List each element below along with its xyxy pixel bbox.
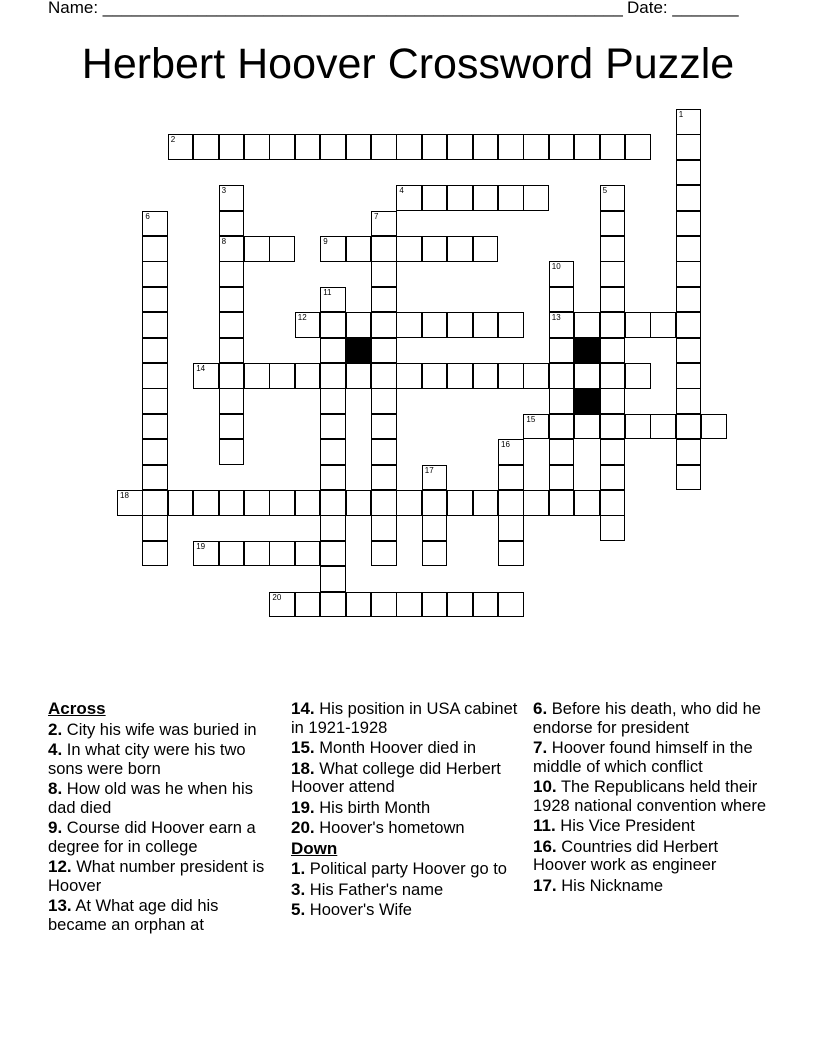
page-title: Herbert Hoover Crossword Puzzle (81, 40, 735, 88)
grid-cell[interactable] (549, 439, 575, 465)
grid-cell[interactable] (244, 363, 270, 389)
date-field-label: Date: _______ (627, 0, 739, 17)
grid-cell[interactable] (320, 363, 346, 389)
grid-cell[interactable] (295, 592, 321, 618)
grid-cell[interactable] (422, 185, 448, 211)
grid-cell[interactable] (371, 338, 397, 364)
grid-cell[interactable] (600, 211, 626, 237)
grid-cell[interactable] (142, 236, 168, 262)
grid-cell[interactable] (346, 592, 372, 618)
grid-cell[interactable] (676, 109, 702, 135)
grid-cell[interactable] (574, 490, 600, 516)
grid-cell[interactable] (600, 388, 626, 414)
grid-cell[interactable] (600, 287, 626, 313)
grid-cell[interactable] (320, 465, 346, 491)
grid-cell[interactable] (371, 211, 397, 237)
clue-number: 3 (221, 186, 227, 196)
grid-cell[interactable] (600, 261, 626, 287)
grid-cell[interactable] (295, 490, 321, 516)
grid-cell[interactable] (676, 338, 702, 364)
clue-across-4: 4. In what city were his two sons were born (48, 740, 246, 778)
grid-cell[interactable] (422, 134, 448, 160)
grid-cell[interactable] (473, 490, 499, 516)
clue-down-17: 17. His Nickname (533, 875, 664, 895)
grid-cell[interactable] (142, 490, 168, 516)
grid-cell[interactable] (219, 312, 245, 338)
grid-cell[interactable] (498, 363, 524, 389)
clue-number: 20 (272, 592, 282, 602)
grid-cell[interactable] (447, 490, 473, 516)
grid-cell[interactable] (396, 312, 422, 338)
clue-number: 6 (145, 211, 150, 221)
grid-cell[interactable] (650, 312, 676, 338)
grid-cell[interactable] (549, 134, 575, 160)
grid-cell[interactable] (219, 541, 245, 567)
grid-cell[interactable] (676, 185, 702, 211)
grid-cell[interactable] (295, 134, 321, 160)
grid-cell[interactable] (498, 185, 524, 211)
grid-cell[interactable] (244, 541, 270, 567)
grid-cell[interactable] (498, 134, 524, 160)
clue-number: 11 (323, 287, 332, 297)
grid-cell[interactable] (625, 414, 651, 440)
grid-cell[interactable] (676, 312, 702, 338)
clue-number: 15 (526, 414, 536, 424)
grid-cell[interactable] (600, 414, 626, 440)
clue-across-19: 19. His birth Month (291, 797, 431, 817)
grid-cell[interactable] (676, 414, 702, 440)
grid-cell[interactable] (396, 592, 422, 618)
clue-number: 18 (120, 491, 129, 500)
grid-cell[interactable] (523, 363, 549, 389)
grid-cell[interactable] (473, 236, 499, 262)
clue-number: 19 (196, 541, 206, 551)
clue-across-18: 18. What college did Herbert Hoover attend (291, 758, 501, 796)
grid-cell[interactable] (320, 388, 346, 414)
grid-cell[interactable] (473, 185, 499, 211)
grid-cell[interactable] (396, 236, 422, 262)
clue-number: 5 (602, 186, 608, 196)
grid-cell[interactable] (346, 312, 372, 338)
grid-cell[interactable] (600, 312, 626, 338)
grid-cell[interactable] (422, 465, 448, 491)
grid-cell[interactable] (295, 363, 321, 389)
grid-cell[interactable] (219, 211, 245, 237)
grid-cell[interactable] (422, 236, 448, 262)
clue-number: 8 (221, 237, 227, 246)
grid-cell[interactable] (320, 134, 346, 160)
grid-cell[interactable] (422, 515, 448, 541)
grid-cell[interactable] (371, 541, 397, 567)
grid-cell[interactable] (498, 490, 524, 516)
grid-cell[interactable] (676, 388, 702, 414)
grid-cell[interactable] (295, 541, 321, 567)
grid-cell[interactable] (676, 160, 702, 186)
grid-cell[interactable] (320, 566, 346, 592)
grid-cell[interactable] (676, 363, 702, 389)
grid-cell[interactable] (549, 261, 575, 287)
grid-cell[interactable] (549, 465, 575, 491)
clue-across-12: 12. What number president is Hoover (48, 857, 265, 895)
grid-cell[interactable] (600, 490, 626, 516)
grid-cell[interactable] (244, 490, 270, 516)
grid-cell[interactable] (269, 134, 295, 160)
grid-cell[interactable] (473, 592, 499, 618)
grid-cell[interactable] (371, 134, 397, 160)
grid-cell[interactable] (473, 363, 499, 389)
clue-down-5: 5. Hoover's Wife (291, 900, 412, 919)
grid-cell[interactable] (371, 490, 397, 516)
grid-cell[interactable] (142, 541, 168, 567)
grid-cell[interactable] (396, 490, 422, 516)
grid-cell[interactable] (498, 592, 524, 618)
grid-cell[interactable] (498, 515, 524, 541)
grid-cell[interactable] (574, 134, 600, 160)
grid-cell[interactable] (574, 312, 600, 338)
down-heading: Down (291, 838, 338, 858)
clue-number: 1 (678, 110, 684, 119)
grid-cell[interactable] (676, 236, 702, 262)
grid-cell[interactable] (600, 338, 626, 364)
grid-cell[interactable] (498, 439, 524, 465)
grid-cell[interactable] (549, 338, 575, 364)
grid-cell[interactable] (346, 236, 372, 262)
grid-cell[interactable] (447, 363, 473, 389)
grid-cell[interactable] (295, 312, 321, 338)
grid-cell[interactable] (142, 363, 168, 389)
clue-across-9: 9. Course did Hoover earn a degree for in college (48, 818, 256, 856)
grid-cell[interactable] (320, 541, 346, 567)
clue-number: 14 (196, 364, 206, 373)
grid-cell[interactable] (574, 363, 600, 389)
grid-cell[interactable] (320, 515, 346, 541)
grid-cell[interactable] (549, 490, 575, 516)
grid-cell[interactable] (600, 465, 626, 491)
grid-cell[interactable] (625, 312, 651, 338)
grid-cell[interactable] (600, 439, 626, 465)
grid-cell[interactable] (600, 185, 626, 211)
grid-cell[interactable] (625, 134, 651, 160)
grid-cell[interactable] (142, 439, 168, 465)
grid-cell[interactable] (269, 236, 295, 262)
clue-down-6: 6. Before his death, who did he endorse for president (533, 699, 761, 737)
clue-number: 4 (399, 186, 404, 196)
grid-cell[interactable] (701, 414, 727, 440)
grid-cell[interactable] (676, 134, 702, 160)
grid-cell[interactable] (600, 363, 626, 389)
clue-down-3: 3. His Father's name (291, 879, 444, 899)
grid-cell[interactable] (168, 134, 194, 160)
grid-cell[interactable] (523, 134, 549, 160)
grid-cell[interactable] (371, 515, 397, 541)
clue-number: 2 (170, 135, 176, 145)
clue-column-1 (48, 700, 280, 936)
grid-cell[interactable] (600, 515, 626, 541)
grid-cell[interactable] (219, 439, 245, 465)
grid-cell[interactable] (371, 261, 397, 287)
grid-cell[interactable] (193, 134, 219, 160)
grid-cell[interactable] (320, 592, 346, 618)
grid-cell[interactable] (219, 236, 245, 262)
clue-across-2: 2. City his wife was buried in (48, 719, 257, 739)
grid-cell[interactable] (219, 490, 245, 516)
grid-cell[interactable] (142, 287, 168, 313)
grid-cell[interactable] (422, 592, 448, 618)
clue-number: 13 (551, 313, 561, 323)
grid-cell[interactable] (676, 287, 702, 313)
grid-cell[interactable] (193, 541, 219, 567)
grid-cell[interactable] (371, 388, 397, 414)
grid-cell[interactable] (142, 211, 168, 237)
grid-cell[interactable] (600, 134, 626, 160)
clue-across-20: 20. Hoover's hometown (291, 818, 465, 837)
grid-cell[interactable] (676, 439, 702, 465)
grid-cell[interactable] (549, 388, 575, 414)
grid-cell[interactable] (549, 414, 575, 440)
grid-cell[interactable] (219, 287, 245, 313)
grid-cell[interactable] (422, 490, 448, 516)
grid-cell[interactable] (219, 185, 245, 211)
grid-cell[interactable] (600, 236, 626, 262)
grid-cell[interactable] (346, 490, 372, 516)
grid-cell[interactable] (498, 541, 524, 567)
grid-cell[interactable] (371, 414, 397, 440)
grid-cell[interactable] (422, 312, 448, 338)
grid-cell[interactable] (371, 363, 397, 389)
grid-cell[interactable] (219, 261, 245, 287)
grid-cell[interactable] (625, 363, 651, 389)
grid-cell[interactable] (396, 134, 422, 160)
grid-cell[interactable] (574, 414, 600, 440)
grid-cell[interactable] (219, 363, 245, 389)
grid-cell[interactable] (117, 490, 143, 516)
grid-cell[interactable] (473, 312, 499, 338)
clue-number: 9 (323, 237, 328, 246)
grid-cell[interactable] (193, 490, 219, 516)
grid-cell[interactable] (447, 134, 473, 160)
clue-column-2 (291, 700, 523, 922)
grid-cell[interactable] (447, 592, 473, 618)
name-field-label: Name: _______________________________________________________ (48, 0, 623, 17)
grid-cell[interactable] (346, 363, 372, 389)
grid-cell[interactable] (371, 592, 397, 618)
clue-down-7: 7. Hoover found himself in the middle of which conflict (533, 738, 753, 776)
clue-column-3 (533, 700, 773, 897)
grid-cell[interactable] (676, 465, 702, 491)
black-cell (574, 388, 600, 414)
grid-cell[interactable] (142, 515, 168, 541)
grid-cell[interactable] (549, 312, 575, 338)
grid-cell[interactable] (219, 134, 245, 160)
grid-cell[interactable] (371, 465, 397, 491)
grid-cell[interactable] (320, 439, 346, 465)
clue-number: 16 (501, 440, 510, 450)
across-heading: Across (48, 699, 106, 718)
grid-cell[interactable] (320, 414, 346, 440)
grid-cell[interactable] (371, 312, 397, 338)
grid-cell[interactable] (371, 287, 397, 313)
grid-cell[interactable] (320, 287, 346, 313)
grid-cell[interactable] (269, 592, 295, 618)
grid-cell[interactable] (422, 541, 448, 567)
grid-cell[interactable] (219, 414, 245, 440)
grid-cell[interactable] (676, 211, 702, 237)
grid-cell[interactable] (219, 338, 245, 364)
grid-cell[interactable] (650, 414, 676, 440)
grid-cell[interactable] (523, 414, 549, 440)
grid-cell[interactable] (371, 236, 397, 262)
clue-number: 12 (297, 313, 307, 323)
grid-cell[interactable] (142, 465, 168, 491)
grid-cell[interactable] (142, 414, 168, 440)
grid-cell[interactable] (473, 134, 499, 160)
grid-cell[interactable] (396, 185, 422, 211)
grid-cell[interactable] (142, 338, 168, 364)
grid-cell[interactable] (676, 261, 702, 287)
grid-cell[interactable] (142, 388, 168, 414)
clue-across-15: 15. Month Hoover died in (291, 738, 477, 757)
grid-cell[interactable] (269, 541, 295, 567)
grid-cell[interactable] (549, 287, 575, 313)
grid-cell[interactable] (346, 134, 372, 160)
clue-down-11: 11. His Vice President (533, 816, 695, 835)
grid-cell[interactable] (396, 363, 422, 389)
clue-across-13: 13. At What age did his became an orphan at (48, 896, 219, 934)
grid-cell[interactable] (219, 388, 245, 414)
grid-cell[interactable] (371, 439, 397, 465)
black-cell (574, 338, 600, 364)
clue-down-1: 1. Political party Hoover go to (291, 859, 507, 878)
clue-down-16: 16. Countries did Herbert Hoover work as engineer (533, 836, 719, 874)
grid-cell[interactable] (422, 363, 448, 389)
clue-across-14: 14. His position in USA cabinet in 1921-1928 (291, 699, 518, 737)
grid-cell[interactable] (269, 490, 295, 516)
clue-across-8: 8. How old was he when his dad died (48, 779, 253, 817)
grid-cell[interactable] (549, 363, 575, 389)
grid-cell[interactable] (320, 312, 346, 338)
clue-number: 7 (374, 211, 379, 221)
grid-cell[interactable] (447, 236, 473, 262)
grid-cell[interactable] (168, 490, 194, 516)
grid-cell[interactable] (447, 185, 473, 211)
grid-cell[interactable] (320, 236, 346, 262)
grid-cell[interactable] (244, 134, 270, 160)
grid-cell[interactable] (320, 490, 346, 516)
clue-down-10: 10. The Republicans held their 1928 national convention where (533, 777, 767, 815)
clue-number: 10 (551, 262, 561, 272)
grid-cell[interactable] (193, 363, 219, 389)
grid-cell[interactable] (244, 236, 270, 262)
grid-cell[interactable] (498, 312, 524, 338)
grid-cell[interactable] (320, 338, 346, 364)
black-cell (346, 338, 372, 364)
grid-cell[interactable] (142, 312, 168, 338)
grid-cell[interactable] (523, 490, 549, 516)
clue-number: 17 (424, 465, 434, 475)
grid-cell[interactable] (523, 185, 549, 211)
grid-cell[interactable] (447, 312, 473, 338)
grid-cell[interactable] (269, 363, 295, 389)
grid-cell[interactable] (142, 261, 168, 287)
grid-cell[interactable] (498, 465, 524, 491)
